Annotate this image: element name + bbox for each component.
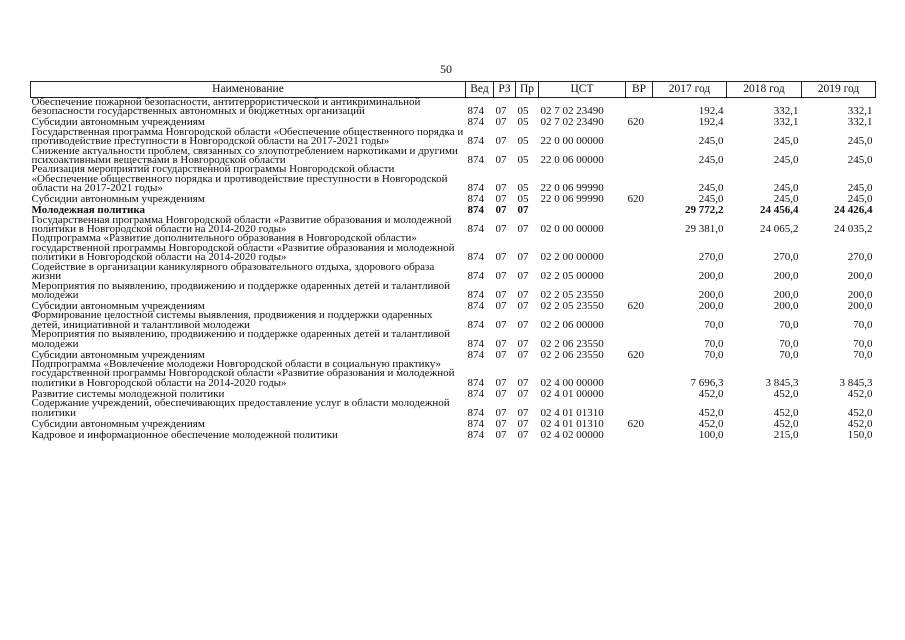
cell-2017: 452,0 — [698, 417, 724, 430]
cell-2018: 24 065,2 — [760, 223, 799, 236]
cell-rz: 07 — [495, 376, 507, 389]
cell-pr: 07 — [517, 299, 529, 312]
table-row — [31, 429, 876, 440]
cell-pr: 05 — [517, 182, 529, 195]
cell-pr: 07 — [517, 223, 529, 236]
cell-rz: 07 — [495, 105, 507, 118]
cell-2019: 70,0 — [853, 348, 873, 361]
cell-vr — [626, 263, 653, 282]
cell-vr — [626, 165, 653, 193]
cell-name: Субсидии автономным учреждениям — [31, 116, 205, 129]
cell-2018: 70,0 — [779, 318, 799, 331]
cell-cst: 02 7 02 23490 — [540, 116, 604, 129]
table-row — [31, 194, 876, 205]
cell-2018: 452,0 — [773, 387, 799, 400]
cell-cst: 22 0 06 00000 — [540, 154, 604, 167]
cell-vr — [626, 311, 653, 330]
cell-vr — [626, 216, 653, 235]
header-2018: 2018 год — [727, 82, 802, 98]
cell-vr — [626, 147, 653, 166]
table-row — [31, 234, 876, 262]
cell-2019: 270,0 — [847, 251, 873, 264]
cell-2017: 245,0 — [698, 193, 724, 206]
cell-cst: 22 0 00 00000 — [540, 135, 604, 148]
cell-2018: 452,0 — [773, 406, 799, 419]
cell-2017: 70,0 — [704, 348, 724, 361]
header-rz: РЗ — [494, 82, 516, 98]
cell-rz: 07 — [495, 193, 507, 206]
table-row — [31, 263, 876, 282]
cell-2019: 70,0 — [853, 337, 873, 350]
cell-2017: 29 772,2 — [685, 204, 724, 217]
cell-vr — [626, 360, 653, 388]
cell-2018: 245,0 — [773, 182, 799, 195]
cell-rz: 07 — [495, 251, 507, 264]
cell-name: Государственная программа Новгородской области «Обеспечение общественного порядка и противодействие преступности в Новгородской области на 2017-2021 годы» — [31, 125, 464, 148]
cell-2017: 70,0 — [704, 318, 724, 331]
cell-ved: 874 — [467, 417, 484, 430]
cell-vr: 620 — [627, 299, 644, 312]
cell-vr — [626, 205, 653, 216]
cell-2019: 332,1 — [847, 105, 873, 118]
cell-2018: 332,1 — [773, 116, 799, 129]
cell-cst: 02 4 02 00000 — [540, 428, 604, 441]
cell-rz: 07 — [495, 270, 507, 283]
cell-rz: 07 — [495, 337, 507, 350]
cell-rz: 07 — [495, 154, 507, 167]
table-body — [31, 98, 876, 440]
cell-rz: 07 — [495, 299, 507, 312]
page-number: 50 — [440, 62, 452, 76]
cell-name: Формирование целостной системы выявления, продвижения и поддержки одаренных детей, инициативной и талантливой молодежи — [31, 309, 433, 331]
cell-ved: 874 — [467, 204, 484, 217]
table-row — [31, 282, 876, 301]
header-2017: 2017 год — [653, 82, 727, 98]
cell-rz: 07 — [495, 288, 507, 301]
cell-cst: 02 2 06 23550 — [540, 337, 604, 350]
cell-pr: 07 — [517, 270, 529, 283]
cell-pr: 07 — [517, 428, 529, 441]
cell-2019: 332,1 — [847, 116, 873, 129]
cell-name: Обеспечение пожарной безопасности, антитеррористической и антикриминальной безопасности государственных автономных и бюджетных организаций — [31, 96, 421, 118]
header-2019: 2019 год — [802, 82, 876, 98]
cell-2018: 200,0 — [773, 270, 799, 283]
cell-2017: 100,0 — [698, 428, 724, 441]
cell-vr — [626, 282, 653, 301]
cell-2017: 452,0 — [698, 406, 724, 419]
cell-2018: 70,0 — [779, 337, 799, 350]
cell-pr: 05 — [517, 193, 529, 206]
cell-2018: 200,0 — [773, 299, 799, 312]
cell-pr: 07 — [517, 348, 529, 361]
cell-2019: 70,0 — [853, 318, 873, 331]
table-row — [31, 128, 876, 147]
cell-2018: 452,0 — [773, 417, 799, 430]
cell-ved: 874 — [467, 105, 484, 118]
cell-rz: 07 — [495, 406, 507, 419]
cell-2017: 200,0 — [698, 270, 724, 283]
cell-cst: 02 2 05 00000 — [540, 270, 604, 283]
cell-ved: 874 — [467, 193, 484, 206]
cell-vr: 620 — [627, 348, 644, 361]
cell-name: Государственная программа Новгородской области «Развитие образования и молодежной политики в Новгородской области на 2014-2020 годы» — [31, 213, 452, 236]
cell-cst: 02 2 00 00000 — [540, 251, 604, 264]
cell-2018: 245,0 — [773, 193, 799, 206]
cell-vr — [626, 98, 653, 117]
cell-2017: 245,0 — [698, 154, 724, 167]
cell-vr — [626, 429, 653, 440]
cell-name: Развитие системы молодежной политики — [31, 387, 225, 400]
cell-pr: 07 — [517, 288, 529, 301]
cell-name: Содействие в организации каникулярного образовательного отдыха, здорового образа жизни — [31, 260, 435, 283]
cell-name: Подпрограмма «Развитие дополнительного образования в Новгородской области» государственной программы Новгородской области «Развитие образования и молодежной политики в Новгородской области на 2014-2020 годы» — [31, 232, 455, 264]
cell-cst: 02 7 02 23490 — [540, 105, 604, 118]
cell-rz: 07 — [495, 417, 507, 430]
cell-vr — [626, 330, 653, 349]
cell-2019: 452,0 — [847, 387, 873, 400]
cell-pr: 07 — [517, 337, 529, 350]
cell-2018: 3 845,3 — [765, 376, 799, 389]
cell-vr: 620 — [627, 417, 644, 430]
cell-rz: 07 — [495, 116, 507, 129]
cell-name: Субсидии автономным учреждениям — [31, 417, 205, 430]
cell-rz: 07 — [495, 135, 507, 148]
cell-cst: 02 2 05 23550 — [540, 299, 604, 312]
cell-ved: 874 — [467, 406, 484, 419]
cell-pr: 07 — [517, 406, 529, 419]
cell-pr: 07 — [517, 204, 529, 217]
cell-2018: 270,0 — [773, 251, 799, 264]
cell-2017: 192,4 — [698, 116, 724, 129]
table-row — [31, 399, 876, 418]
cell-2017: 452,0 — [698, 387, 724, 400]
table-row — [31, 98, 876, 117]
table-row — [31, 360, 876, 388]
cell-rz: 07 — [495, 428, 507, 441]
cell-2019: 452,0 — [847, 406, 873, 419]
cell-2019: 24 035,2 — [834, 223, 873, 236]
cell-vr — [626, 399, 653, 418]
cell-name: Подпрограмма «Вовлечение молодежи Новгородской области в социальную практику» государственной программы Новгородской области «Развитие образования и молодежной политики в Новгородской области на 2014-2020 годы» — [31, 357, 455, 389]
cell-2019: 452,0 — [847, 417, 873, 430]
cell-name: Снижение актуальности проблем, связанных со злоупотреблением наркотиками и другими психоактивными веществами в Новгородской области — [31, 144, 458, 167]
cell-cst: 02 4 01 00000 — [540, 387, 604, 400]
cell-name: Субсидии автономным учреждениям — [31, 193, 205, 206]
cell-rz: 07 — [495, 182, 507, 195]
cell-cst: 22 0 06 99990 — [540, 193, 604, 206]
cell-ved: 874 — [467, 318, 484, 331]
cell-rz: 07 — [495, 387, 507, 400]
cell-pr: 07 — [517, 318, 529, 331]
cell-2019: 3 845,3 — [839, 376, 873, 389]
cell-2017: 70,0 — [704, 337, 724, 350]
cell-ved: 874 — [467, 299, 484, 312]
cell-ved: 874 — [467, 428, 484, 441]
cell-ved: 874 — [467, 288, 484, 301]
cell-name: Молодежная политика — [31, 204, 146, 217]
cell-ved: 874 — [467, 251, 484, 264]
cell-name: Содержание учреждений, обеспечивающих предоставление услуг в области молодежной политики — [31, 397, 450, 419]
cell-ved: 874 — [467, 337, 484, 350]
cell-2018: 215,0 — [773, 428, 799, 441]
cell-vr — [626, 388, 653, 399]
table-row — [31, 418, 876, 429]
cell-pr: 05 — [517, 116, 529, 129]
cell-cst: 02 4 01 01310 — [540, 417, 604, 430]
cell-cst: 22 0 06 99990 — [540, 182, 604, 195]
cell-2018: 245,0 — [773, 135, 799, 148]
cell-ved: 874 — [467, 270, 484, 283]
cell-2018: 200,0 — [773, 288, 799, 301]
cell-cst: 02 4 00 00000 — [540, 376, 604, 389]
cell-name: Субсидии автономным учреждениям — [31, 299, 205, 312]
cell-2017: 245,0 — [698, 182, 724, 195]
cell-2019: 200,0 — [847, 270, 873, 283]
cell-2018: 332,1 — [773, 105, 799, 118]
cell-2019: 150,0 — [847, 428, 873, 441]
cell-name: Мероприятия по выявлению, продвижению и поддержке одаренных детей и талантливой молодежи — [31, 328, 450, 350]
cell-2017: 192,4 — [698, 105, 724, 118]
budget-table — [30, 81, 876, 440]
header-ved: Вед — [466, 82, 494, 98]
header-vr: ВР — [626, 82, 653, 98]
cell-ved: 874 — [467, 223, 484, 236]
cell-ved: 874 — [467, 182, 484, 195]
cell-rz: 07 — [495, 204, 507, 217]
cell-2019: 245,0 — [847, 154, 873, 167]
cell-rz: 07 — [495, 348, 507, 361]
cell-name: Реализация мероприятий государственной программы Новгородской области «Обеспечение общественного порядка и противодействие преступности в Новгородской области на 2017-2021 годы» — [31, 163, 448, 195]
cell-cst: 02 2 06 00000 — [540, 318, 604, 331]
cell-name: Субсидии автономным учреждениям — [31, 348, 205, 361]
cell-name: Мероприятия по выявлению, продвижению и поддержке одаренных детей и талантливой молодежи — [31, 279, 450, 301]
cell-2018: 24 456,4 — [760, 204, 799, 217]
cell-ved: 874 — [467, 348, 484, 361]
cell-2017: 245,0 — [698, 135, 724, 148]
cell-vr — [626, 128, 653, 147]
cell-2017: 29 381,0 — [685, 223, 724, 236]
cell-pr: 07 — [517, 376, 529, 389]
cell-pr: 07 — [517, 417, 529, 430]
cell-2019: 245,0 — [847, 182, 873, 195]
cell-2017: 200,0 — [698, 299, 724, 312]
header-name: Наименование — [31, 82, 466, 98]
cell-ved: 874 — [467, 116, 484, 129]
cell-ved: 874 — [467, 387, 484, 400]
cell-2017: 270,0 — [698, 251, 724, 264]
cell-pr: 07 — [517, 251, 529, 264]
cell-2017: 7 696,3 — [690, 376, 724, 389]
cell-rz: 07 — [495, 223, 507, 236]
cell-cst — [539, 205, 626, 216]
header-pr: Пр — [516, 82, 539, 98]
cell-ved: 874 — [467, 135, 484, 148]
table-row — [31, 165, 876, 193]
cell-cst: 02 4 01 01310 — [540, 406, 604, 419]
cell-cst: 02 2 05 23550 — [540, 288, 604, 301]
table-row — [31, 330, 876, 349]
cell-vr — [626, 234, 653, 262]
cell-cst: 02 0 00 00000 — [540, 223, 604, 236]
cell-2019: 245,0 — [847, 135, 873, 148]
header-cst: ЦСТ — [539, 82, 626, 98]
cell-pr: 05 — [517, 154, 529, 167]
cell-2019: 245,0 — [847, 193, 873, 206]
cell-vr: 620 — [627, 193, 644, 206]
cell-2017: 200,0 — [698, 288, 724, 301]
cell-vr: 620 — [627, 116, 644, 129]
cell-2019: 200,0 — [847, 288, 873, 301]
cell-name: Кадровое и информационное обеспечение молодежной политики — [31, 428, 338, 441]
cell-ved: 874 — [467, 376, 484, 389]
cell-2019: 200,0 — [847, 299, 873, 312]
cell-rz: 07 — [495, 318, 507, 331]
cell-pr: 05 — [517, 135, 529, 148]
cell-2018: 245,0 — [773, 154, 799, 167]
cell-ved: 874 — [467, 154, 484, 167]
cell-pr: 05 — [517, 105, 529, 118]
cell-cst: 02 2 06 23550 — [540, 348, 604, 361]
cell-pr: 07 — [517, 387, 529, 400]
cell-2018: 70,0 — [779, 348, 799, 361]
cell-2019: 24 426,4 — [834, 204, 873, 217]
